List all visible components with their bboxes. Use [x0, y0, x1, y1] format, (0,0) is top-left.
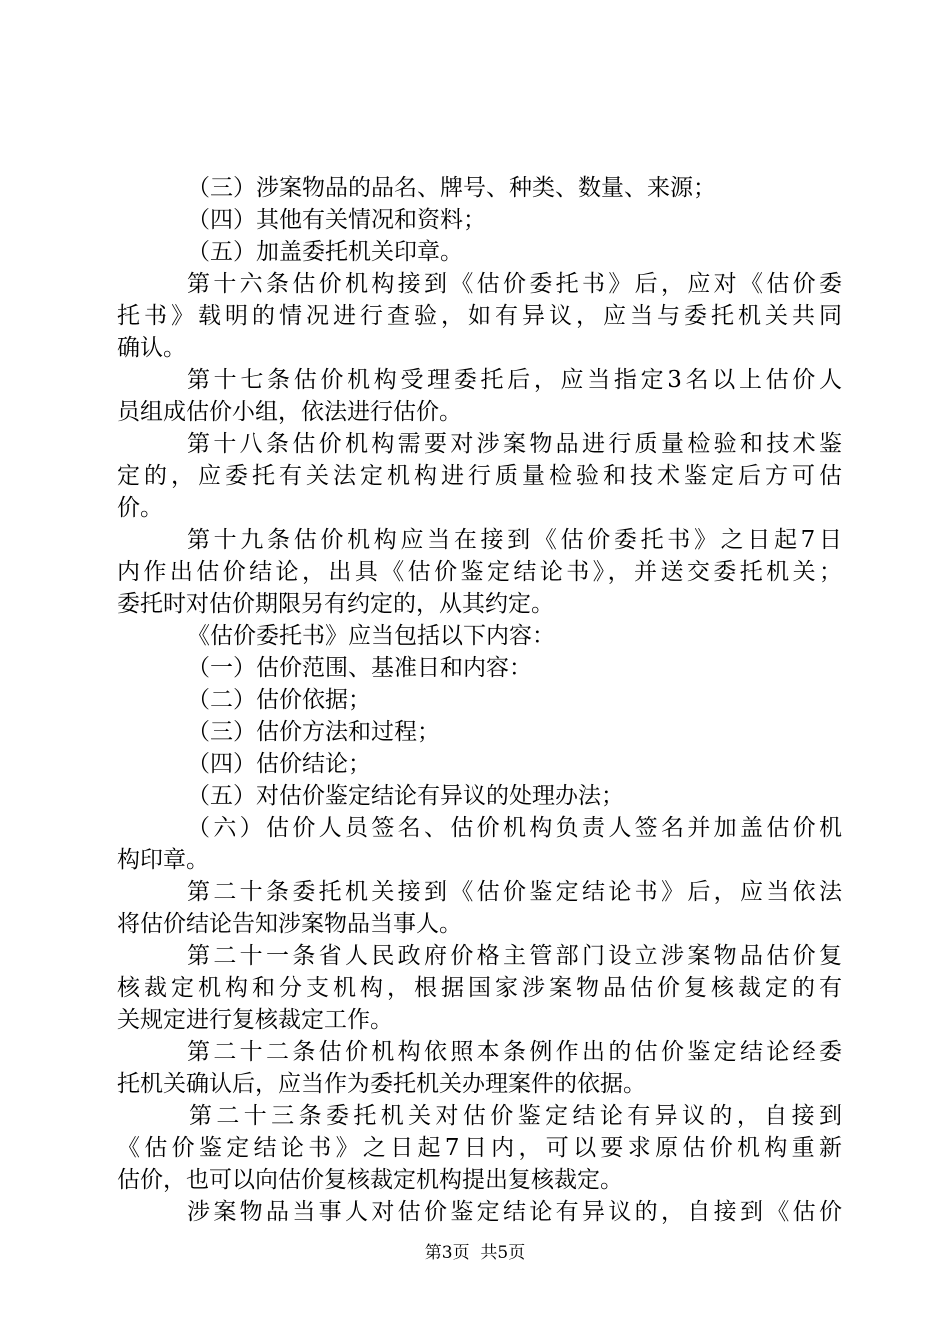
text-line: （五）加盖委托机关印章。	[187, 239, 463, 265]
text-line: 估价，也可以向估价复核裁定机构提出复核裁定。	[117, 1167, 623, 1193]
text-line: 第二十二条估价机构依照本条例作出的估价鉴定结论经委	[187, 1039, 842, 1065]
text-line: 将估价结论告知涉案物品当事人。	[117, 911, 462, 937]
text-line: 第十八条估价机构需要对涉案物品进行质量检验和技术鉴	[187, 431, 842, 457]
text-line: 核裁定机构和分支机构，根据国家涉案物品估价复核裁定的有	[117, 975, 842, 1001]
text-line: 托书》载明的情况进行查验，如有异议，应当与委托机关共同	[117, 303, 842, 329]
text-line: 《估价鉴定结论书》之日起7日内，可以要求原估价机构重新	[117, 1135, 842, 1161]
text-line: （四）其他有关情况和资料；	[187, 207, 486, 233]
text-line: （三）涉案物品的品名、牌号、种类、数量、来源；	[187, 175, 716, 201]
text-line: 内作出估价结论，出具《估价鉴定结论书》，并送交委托机关；	[117, 559, 842, 585]
text-line: 关规定进行复核裁定工作。	[117, 1007, 393, 1033]
text-line: （六）估价人员签名、估价机构负责人签名并加盖估价机	[187, 815, 842, 841]
text-line: 第二十三条委托机关对估价鉴定结论有异议的，自接到	[189, 1103, 842, 1129]
text-line: 托机关确认后，应当作为委托机关办理案件的依据。	[117, 1071, 646, 1097]
text-line: 第十六条估价机构接到《估价委托书》后，应对《估价委	[187, 271, 842, 297]
text-line: 委托时对估价期限另有约定的，从其约定。	[117, 591, 554, 617]
text-line: 第十七条估价机构受理委托后，应当指定3名以上估价人	[187, 367, 842, 393]
text-line: （二）估价依据；	[187, 687, 371, 713]
text-line: 员组成估价小组，依法进行估价。	[117, 399, 462, 425]
text-line: （四）估价结论；	[187, 751, 371, 777]
text-line: 第二十一条省人民政府价格主管部门设立涉案物品估价复	[187, 943, 842, 969]
text-line: 第十九条估价机构应当在接到《估价委托书》之日起7日	[187, 527, 842, 553]
text-line: 价。	[117, 495, 163, 521]
text-line: 构印章。	[117, 847, 209, 873]
text-line: （三）估价方法和过程；	[187, 719, 440, 745]
document-body	[117, 172, 842, 1228]
text-line: 确认。	[117, 335, 186, 361]
text-line: （五）对估价鉴定结论有异议的处理办法；	[187, 783, 624, 809]
text-line: 涉案物品当事人对估价鉴定结论有异议的，自接到《估价	[187, 1199, 842, 1225]
text-line: 第二十条委托机关接到《估价鉴定结论书》后，应当依法	[187, 879, 842, 905]
page-footer: 第3页 共5页	[424, 1243, 526, 1263]
text-line: 定的，应委托有关法定机构进行质量检验和技术鉴定后方可估	[117, 463, 842, 489]
text-line: （一）估价范围、基准日和内容：	[187, 655, 532, 681]
text-line: 《估价委托书》应当包括以下内容：	[187, 623, 555, 649]
